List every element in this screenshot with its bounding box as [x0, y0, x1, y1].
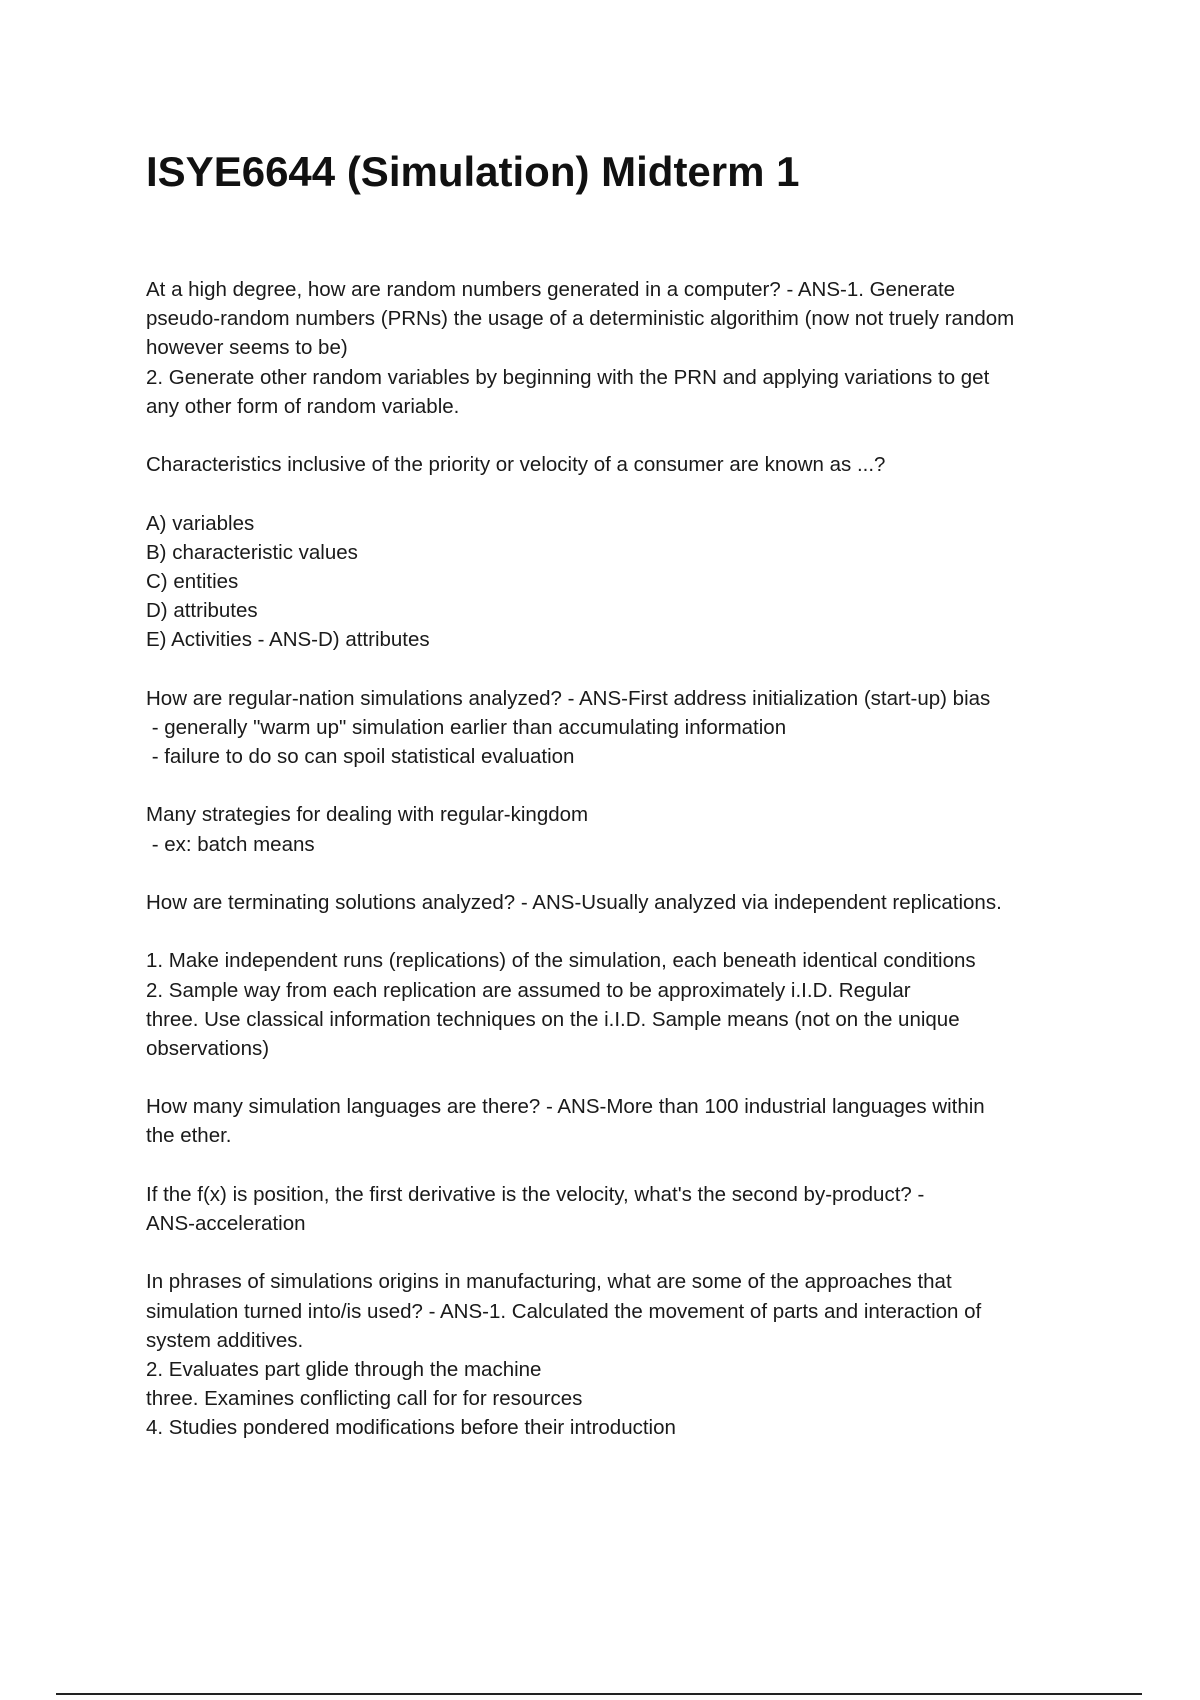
- text-line: A) variables: [146, 511, 255, 535]
- paragraph-gap: [146, 771, 1106, 800]
- paragraph-gap: [146, 859, 1106, 888]
- page-title: ISYE6644 (Simulation) Midterm 1: [146, 148, 800, 195]
- text-line: Characteristics inclusive of the priority or velocity of a consumer are known as ...?: [146, 453, 886, 477]
- text-line: 1. Make independent runs (replications) of the simulation, each beneath identical conditions: [146, 949, 976, 973]
- text-line: observations): [146, 1036, 270, 1060]
- text-line: 4. Studies pondered modifications before their introduction: [146, 1416, 676, 1440]
- text-line: If the f(x) is position, the first derivative is the velocity, what's the second by-product? -: [146, 1182, 925, 1206]
- text-line: At a high degree, how are random numbers generated in a computer? - ANS-1. Generate: [146, 278, 956, 301]
- text-line: any other form of random variable.: [146, 394, 460, 418]
- paragraph-gap: [146, 1238, 1106, 1267]
- text-line: - ex: batch means: [146, 832, 315, 856]
- paragraph-gap: [146, 421, 1106, 450]
- text-line: - failure to do so can spoil statistical evaluation: [146, 745, 575, 768]
- text-line: ANS-acceleration: [146, 1212, 306, 1235]
- page-bottom-divider: [56, 1693, 1142, 1695]
- text-line: the ether.: [146, 1124, 232, 1148]
- text-line: however seems to be): [146, 336, 348, 360]
- text-line: C) entities: [146, 569, 239, 593]
- text-line: In phrases of simulations origins in manufacturing, what are some of the approaches that: [146, 1270, 952, 1294]
- text-line: three. Examines conflicting call for for resources: [146, 1387, 583, 1411]
- text-line: How are regular-nation simulations analyzed? - ANS-First address initialization (start-up) bias: [146, 686, 991, 710]
- paragraph-gap: [146, 917, 1106, 946]
- text-line: simulation turned into/is used? - ANS-1. Calculated the movement of parts and interaction of: [146, 1299, 982, 1323]
- paragraph-gap: [146, 479, 1106, 508]
- paragraph-gap: [146, 1151, 1106, 1180]
- paragraph-gap: [146, 1063, 1106, 1092]
- text-line: - generally "warm up" simulation earlier than accumulating information: [146, 715, 787, 739]
- text-line: system additives.: [146, 1328, 304, 1352]
- text-line: Many strategies for dealing with regular-kingdom: [146, 803, 589, 827]
- text-line: D) attributes: [146, 599, 258, 623]
- document-body: [146, 275, 1106, 1443]
- text-line: pseudo-random numbers (PRNs) the usage of a deterministic algorithim (now not truely random: [146, 307, 1015, 331]
- text-line: 2. Sample way from each replication are assumed to be approximately i.I.D. Regular: [146, 978, 911, 1002]
- text-line: three. Use classical information techniques on the i.I.D. Sample means (not on the unique: [146, 1007, 960, 1031]
- paragraph-gap: [146, 654, 1106, 683]
- text-line: B) characteristic values: [146, 540, 358, 564]
- text-line: How are terminating solutions analyzed? - ANS-Usually analyzed via independent replications.: [146, 890, 1002, 914]
- text-line: How many simulation languages are there? - ANS-More than 100 industrial languages within: [146, 1095, 985, 1119]
- text-line: 2. Evaluates part glide through the machine: [146, 1357, 542, 1381]
- text-line: E) Activities - ANS-D) attributes: [146, 628, 430, 652]
- text-line: 2. Generate other random variables by beginning with the PRN and applying variations to get: [146, 365, 990, 389]
